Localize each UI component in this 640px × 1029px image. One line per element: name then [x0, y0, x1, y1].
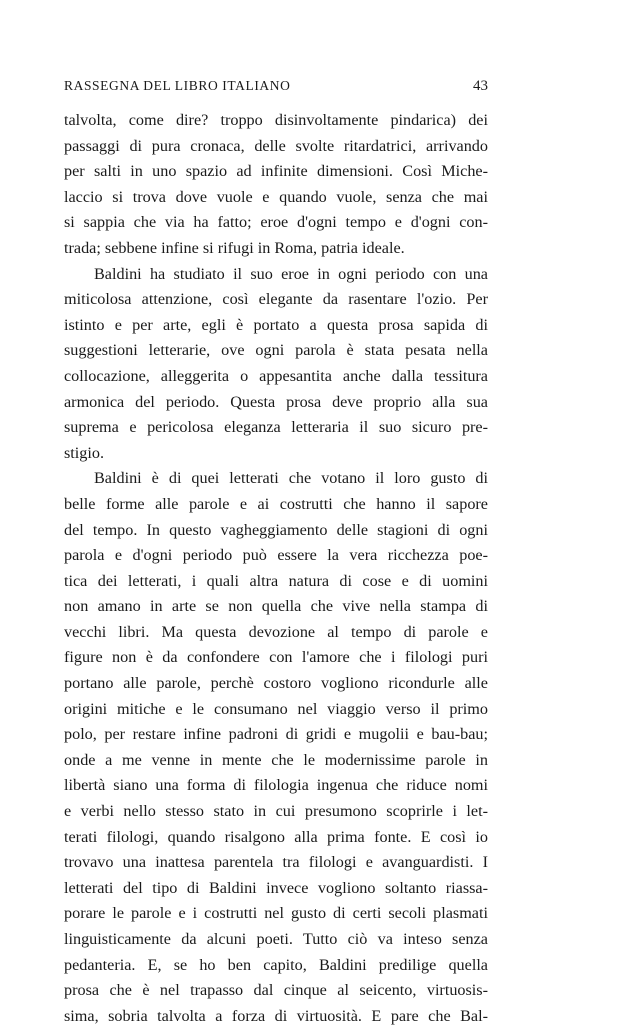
- text-line: linguisticamente da alcuni poeti. Tutto ciò va inteso senza: [64, 930, 488, 948]
- text-line: figure non è da confondere con l'amore che i filologi puri: [64, 648, 488, 667]
- text-line: passaggi di pura cronaca, delle svolte ritardatrici, arrivando: [64, 136, 488, 155]
- text-line: istinto e per arte, egli è portato a questa prosa sapida di: [64, 315, 488, 334]
- body-text: [64, 108, 488, 1029]
- text-line: terati filologi, quando risalgono alla prima fonte. E così io: [64, 827, 488, 846]
- text-line: polo, per restare infine padroni di gridi e mugolii e bau-bau;: [64, 725, 488, 744]
- text-line: porare le parole e i costrutti nel gusto di certi secoli plasmati: [64, 904, 488, 923]
- text-line: non amano in arte se non quella che vive nella stampa di: [64, 597, 488, 616]
- text-line: suprema e pericolosa eleganza letteraria il suo sicuro pre-: [64, 418, 488, 437]
- text-line: parola e d'ogni periodo può essere la vera ricchezza poe-: [64, 546, 488, 565]
- text-line: prosa che è nel trapasso dal cinque al seicento, virtuosis-: [64, 981, 488, 1000]
- text-line: e verbi nello stesso stato in cui presumono scoprirle i let-: [64, 802, 488, 821]
- text-line: collocazione, alleggerita o appesantita anche dalla tessitura: [64, 366, 488, 385]
- running-head: [64, 78, 488, 102]
- text-line: sima, sobria talvolta a forza di virtuosità. E pare che Bal-: [64, 1006, 488, 1025]
- text-line: trovavo una inattesa parentela tra filologi e avanguardisti. I: [64, 853, 488, 872]
- text-line: si sappia che via ha fatto; eroe d'ogni tempo e d'ogni con-: [64, 213, 488, 232]
- text-line: libertà siano una forma di filologia ingenua che riduce nomi: [64, 776, 488, 795]
- text-line: talvolta, come dire? troppo disinvoltamente pindarica) dei: [64, 111, 488, 129]
- text-line: suggestioni letterarie, ove ogni parola è stata pesata nella: [64, 341, 488, 360]
- text-line: del tempo. In questo vagheggiamento delle stagioni di ogni: [64, 520, 488, 539]
- text-line: laccio si trova dove vuole e quando vuole, senza che mai: [64, 187, 488, 206]
- paragraph: [64, 466, 488, 1029]
- text-line: armonica del periodo. Questa prosa deve proprio alla sua: [64, 392, 488, 411]
- text-line: onde a me venne in mente che le modernissime parole in: [64, 750, 488, 769]
- running-title: RASSEGNA DEL LIBRO ITALIANO: [64, 78, 291, 93]
- text-line: pedanteria. E, se ho ben capito, Baldini predilige quella: [64, 955, 488, 974]
- text-line: belle forme alle parole e ai costrutti che hanno il sapore: [64, 494, 488, 513]
- paragraph: [64, 262, 488, 467]
- text-line: tica dei letterati, i quali altra natura di cose e di uomini: [64, 571, 488, 590]
- text-line: trada; sebbene infine si rifugi in Roma, patria ideale.: [64, 238, 405, 257]
- text-line: origini mitiche e le consumano nel viaggio verso il primo: [64, 699, 488, 718]
- book-page: [64, 78, 488, 1029]
- paragraph: [64, 108, 488, 262]
- text-line: miticolosa attenzione, così elegante da rasentare l'ozio. Per: [64, 290, 488, 309]
- text-line: letterati del tipo di Baldini invece vogliono soltanto riassa-: [64, 878, 488, 897]
- text-line: Baldini è di quei letterati che votano il loro gusto di: [94, 469, 488, 488]
- text-line: stigio.: [64, 443, 105, 462]
- text-line: Baldini ha studiato il suo eroe in ogni periodo con una: [94, 264, 488, 283]
- text-line: per salti in uno spazio ad infinite dimensioni. Così Miche-: [64, 162, 488, 181]
- text-line: vecchi libri. Ma questa devozione al tempo di parole e: [64, 622, 488, 641]
- page-number: 43: [473, 78, 488, 94]
- text-line: portano alle parole, perchè costoro vogliono ricondurle alle: [64, 674, 488, 693]
